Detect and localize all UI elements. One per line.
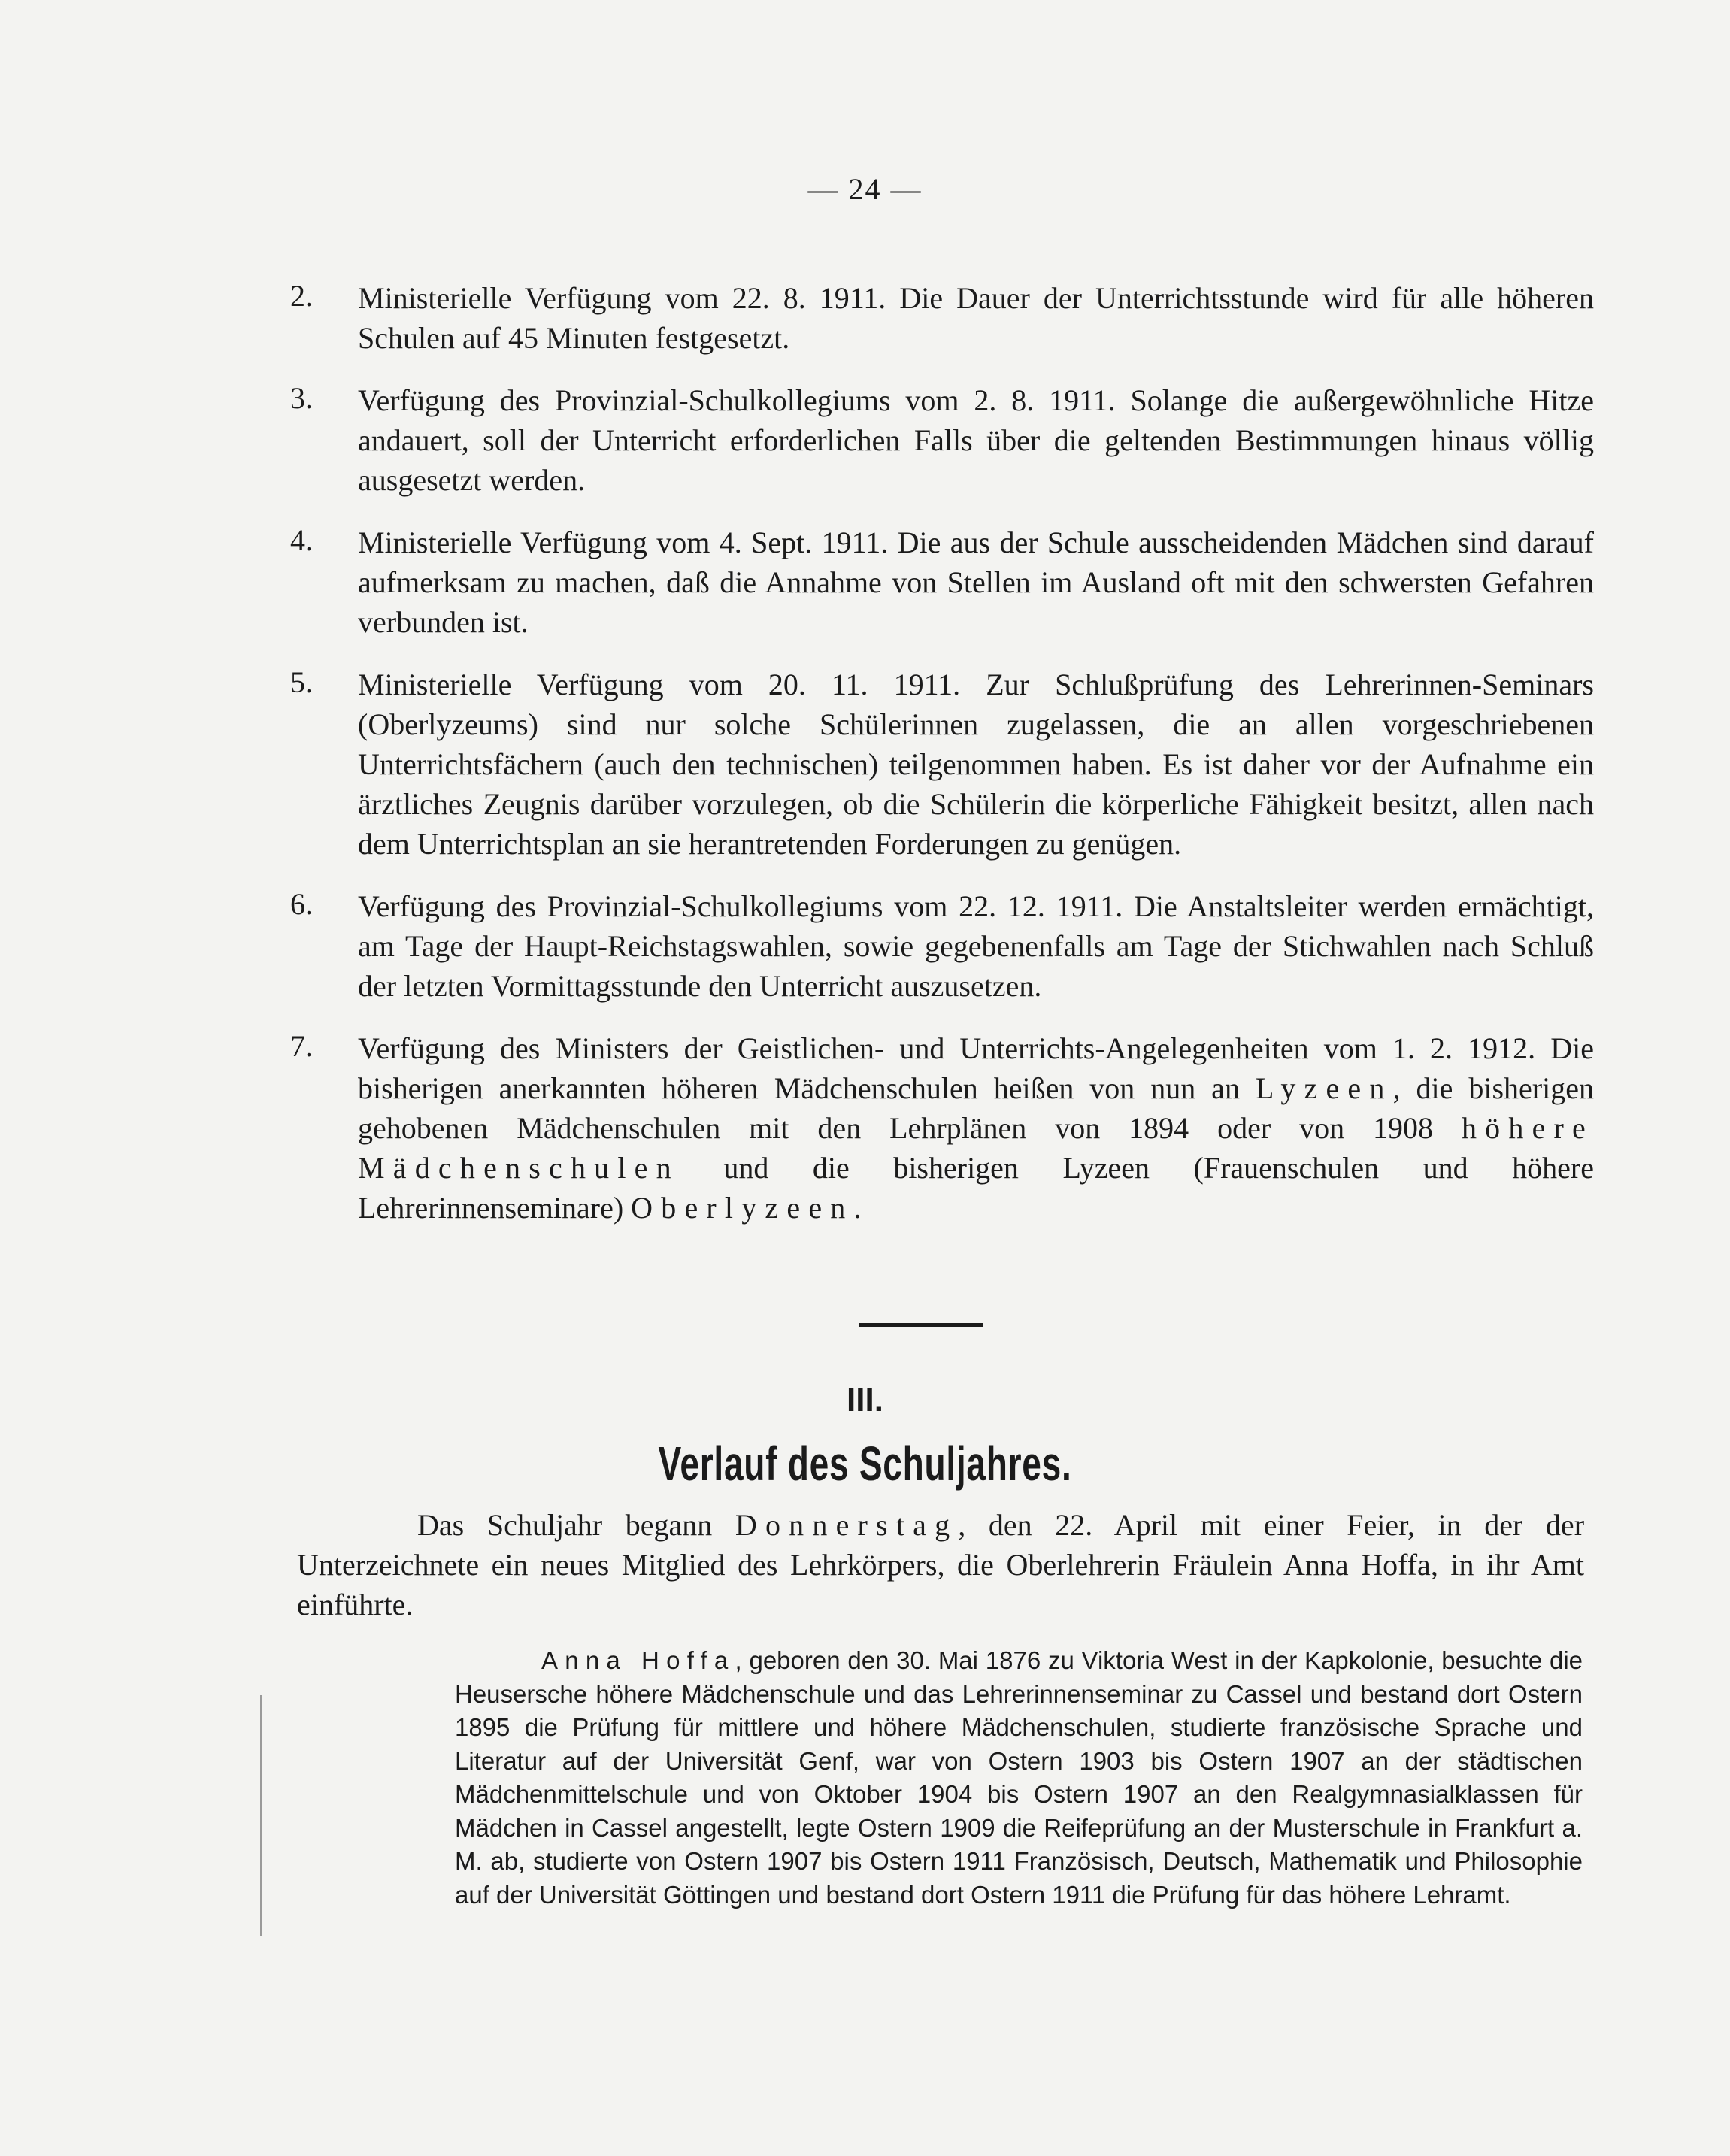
text-run: . <box>853 1191 862 1225</box>
item-text: Ministerielle Verfügung vom 22. 8. 1911. Die Dauer der Unterrichtsstunde wird für alle höheren Schulen auf 45 Minuten festgesetzt. <box>358 281 1594 355</box>
list-item <box>290 522 1594 642</box>
section-divider <box>859 1323 983 1327</box>
item-number: 3. <box>290 381 313 415</box>
spaced-term-donnerstag: Donnerstag <box>735 1508 959 1542</box>
intro-paragraph <box>297 1505 1584 1625</box>
text-run: , den 22. April mit einer Feier, in der der Unterzeichnete ein neues Mitglied des Lehrkörpers, die Oberlehrerin Fräulein Anna Hoffa, in ihr Amt einführte. <box>297 1508 1585 1622</box>
list-item-7 <box>290 1028 1594 1228</box>
list-item <box>290 278 1594 358</box>
text-run: Verfügung des Ministers der Geistlichen- und Unterrichts-Angelegenheiten vom 1. 2. 1912. Die bisherigen anerkannten höheren Mädchenschulen heißen von nun an <box>358 1031 1594 1105</box>
item-number: 2. <box>290 279 313 313</box>
item-number: 6. <box>290 887 313 921</box>
spaced-term-lyzeen: Lyzeen <box>1255 1071 1393 1105</box>
list-item <box>290 886 1594 1006</box>
page-number: — 24 — <box>807 172 923 206</box>
bio-name: Anna Hoffa <box>541 1646 735 1674</box>
text-run: Das Schuljahr begann <box>417 1508 735 1542</box>
item-text <box>358 1028 1594 1228</box>
biography-paragraph <box>455 1644 1583 1912</box>
item-text: Verfügung des Provinzial-Schulkollegiums vom 22. 12. 1911. Die Anstaltsleiter werden ermächtigt, am Tage der Haupt-Reichstagswahlen, sowie gegebenenfalls am Tage der Stichwahlen nach Schluß der letzten Vormittagsstunde den Unterricht auszusetzen. <box>358 889 1594 1003</box>
item-text: Ministerielle Verfügung vom 20. 11. 1911. Zur Schlußprüfung des Lehrerinnen-Seminars (Oberlyzeums) sind nur solche Schülerinnen zugelassen, die an allen vorgeschriebenen Unterrichtsfächern (auch den technischen) teilgenommen haben. Es ist daher vor der Aufnahme ein ärztliches Zeugnis darüber vorzulegen, ob die Schülerin die körperliche Fähigkeit besitzt, allen nach dem Unterrichtsplan an sie herantretenden Forderungen zu genügen. <box>358 668 1594 861</box>
list-item <box>290 380 1594 500</box>
bio-text: , geboren den 30. Mai 1876 zu Viktoria West in der Kapkolonie, besuchte die Heusersche höhere Mädchenschule und das Lehrerinnenseminar zu Cassel und bestand dort Ostern 1895 die Prüfung für mittlere und höhere Mädchenschulen, studierte französische Sprache und Literatur auf der Universität Genf, war von Ostern 1903 bis Ostern 1907 an der städtischen Mädchenmittelschule und von Oktober 1904 bis Ostern 1907 an den Realgymnasialklassen für Mädchen in Cassel angestellt, legte Ostern 1909 die Reifeprüfung an der Musterschule in Frankfurt a. M. ab, studierte von Ostern 1907 bis Ostern 1911 Französisch, Deutsch, Mathematik und Philosophie auf der Universität Göttingen und bestand dort Ostern 1911 die Prüfung für das höhere Lehramt. <box>455 1646 1583 1909</box>
text-run: und die bisherigen Lyzeen (Frauenschulen und höhere Lehrerinnenseminare) <box>358 1151 1594 1225</box>
section-number: III. <box>847 1382 883 1419</box>
text-run: , die bisherigen gehobenen Mädchenschulen mit den Lehrplänen von 1894 oder von 1908 <box>358 1071 1594 1145</box>
item-number: 7. <box>290 1029 313 1063</box>
decree-list <box>290 278 1594 1250</box>
spaced-term-oberlyzeen: Oberlyzeen <box>631 1191 854 1225</box>
spaced-term-hoehere-maedchenschulen: höhere Mädchenschulen <box>358 1111 1594 1185</box>
margin-mark <box>260 1695 262 1936</box>
section-title: Verlauf des Schuljahres. <box>658 1437 1072 1491</box>
item-text: Verfügung des Provinzial-Schulkollegiums vom 2. 8. 1911. Solange die außergewöhnliche Hitze andauert, soll der Unterricht erforderlichen Falls über die geltenden Bestimmungen hinaus völlig ausgesetzt werden. <box>358 383 1594 497</box>
item-number: 4. <box>290 523 313 557</box>
list-item <box>290 665 1594 864</box>
item-text: Ministerielle Verfügung vom 4. Sept. 1911. Die aus der Schule ausscheidenden Mädchen sind darauf aufmerksam zu machen, daß die Annahme von Stellen im Ausland oft mit den schwersten Gefahren verbunden ist. <box>358 525 1594 639</box>
item-number: 5. <box>290 665 313 699</box>
